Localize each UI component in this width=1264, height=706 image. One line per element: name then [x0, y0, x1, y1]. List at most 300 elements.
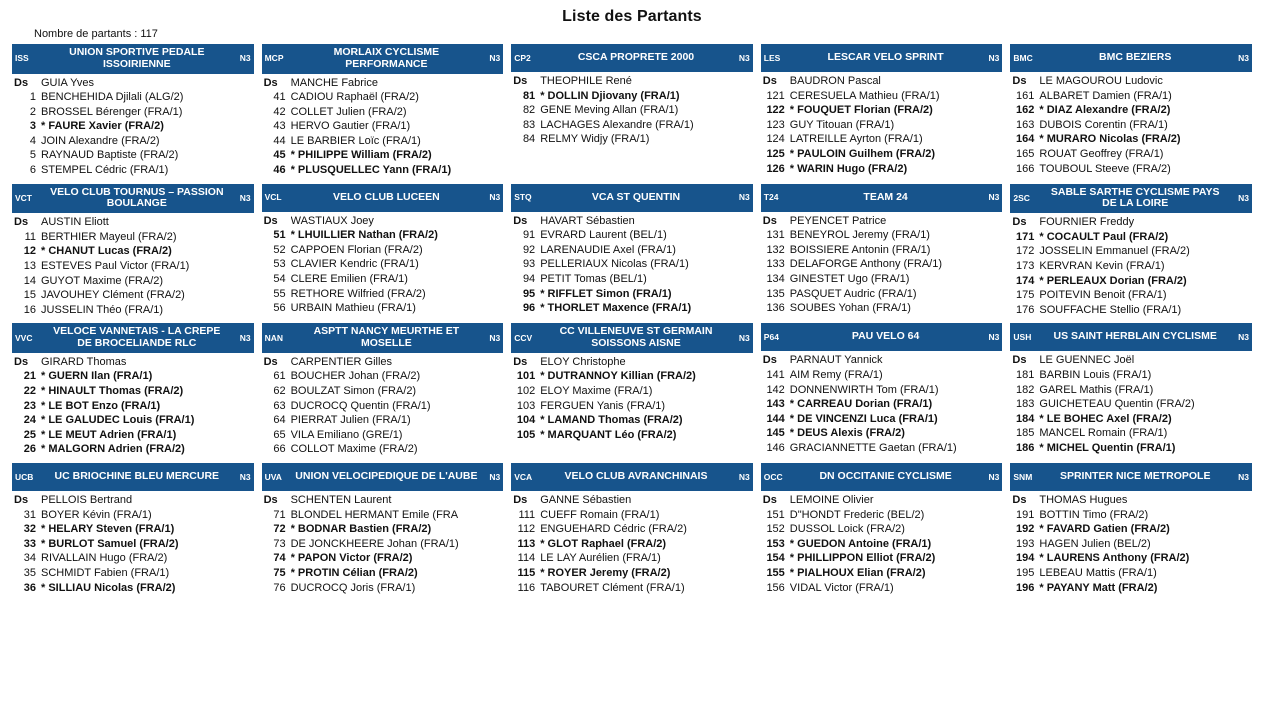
- team-header: [1010, 323, 1252, 351]
- rider-number: 35: [23, 566, 36, 579]
- rider-name: RETHORE Wilfried (FRA/2): [290, 287, 426, 300]
- rider-name: SOUFFACHE Stellio (FRA/1): [1039, 303, 1182, 316]
- team-code: CCV: [514, 332, 533, 343]
- rider-row: [761, 228, 1003, 243]
- rider-row: [761, 118, 1003, 133]
- rider-name: GENE Meving Allan (FRA/1): [540, 104, 679, 117]
- rider-name: * LE BOHEC Axel (FRA/2): [1039, 412, 1172, 425]
- team-block: [511, 44, 753, 178]
- rider-number: 92: [522, 243, 536, 256]
- rider-number: 52: [273, 243, 286, 256]
- rider-number: 76: [273, 581, 286, 594]
- ds-name: LEMOINE Olivier: [789, 493, 874, 506]
- rider-list: [761, 72, 1003, 176]
- rider-number: 164: [1016, 133, 1035, 146]
- rider-name: ALBARET Damien (FRA/1): [1039, 89, 1172, 102]
- rider-row: [511, 243, 753, 258]
- rider-list: [1010, 213, 1252, 317]
- ds-name: MANCHE Fabrice: [290, 76, 378, 89]
- team-category: N3: [239, 332, 251, 343]
- rider-name: ELOY Maxime (FRA/1): [540, 385, 653, 397]
- rider-row: [1010, 508, 1252, 523]
- rider-name: KERVRAN Kevin (FRA/1): [1039, 259, 1165, 272]
- rider-number: 34: [23, 552, 36, 565]
- rider-name: * PERLEAUX Dorian (FRA/2): [1039, 274, 1187, 287]
- team-block: [1010, 184, 1252, 318]
- team-code: T24: [763, 192, 779, 203]
- rider-list: [12, 213, 254, 317]
- rider-number: 144: [766, 412, 785, 425]
- rider-name: * PLUSQUELLEC Yann (FRA/1): [290, 164, 452, 177]
- rider-number: 41: [273, 91, 286, 104]
- rider-name: BOYER Kévin (FRA/1): [41, 508, 152, 521]
- rider-number: 33: [23, 537, 36, 550]
- team-header: [262, 184, 504, 212]
- ds-label: Ds: [1012, 354, 1027, 367]
- team-name: DN OCCITANIE CYCLISME: [819, 470, 952, 483]
- team-category: N3: [988, 471, 1000, 482]
- team-name: UNION VELOCIPEDIQUE DE L'AUBE: [295, 470, 478, 483]
- rider-name: D"HONDT Frederic (BEL/2): [789, 508, 925, 521]
- rider-number: 5: [29, 149, 36, 162]
- team-header: [511, 44, 753, 72]
- team-header: [262, 463, 504, 491]
- rider-name: CAPPOEN Florian (FRA/2): [290, 243, 423, 256]
- rider-name: * DEUS Alexis (FRA/2): [789, 427, 905, 440]
- rider-number: 182: [1016, 383, 1035, 396]
- rider-number: 132: [766, 243, 785, 256]
- rider-number: 61: [273, 370, 286, 383]
- rider-name: GINESTET Ugo (FRA/1): [789, 273, 910, 286]
- rider-row: [1010, 132, 1252, 147]
- rider-number: 91: [522, 229, 536, 242]
- rider-number: 51: [273, 229, 286, 242]
- team-code: USH: [1013, 331, 1032, 342]
- rider-number: 196: [1016, 581, 1035, 594]
- rider-row: [12, 105, 254, 120]
- rider-name: LATREILLE Ayrton (FRA/1): [789, 133, 923, 146]
- rider-list: [511, 72, 753, 147]
- rider-row: [262, 301, 504, 316]
- rider-number: 122: [766, 104, 785, 117]
- rider-row: [262, 566, 504, 581]
- rider-name: URBAIN Mathieu (FRA/1): [290, 302, 416, 315]
- rider-name: BARBIN Louis (FRA/1): [1039, 368, 1152, 381]
- rider-number: 23: [23, 399, 36, 412]
- rider-row: [761, 89, 1003, 104]
- rider-row: [12, 369, 254, 384]
- rider-list: [262, 353, 504, 457]
- rider-name: DUSSOL Loick (FRA/2): [789, 523, 905, 536]
- page-title: Liste des Partants: [562, 8, 702, 25]
- rider-number: 4: [29, 134, 36, 147]
- team-category: N3: [489, 192, 501, 203]
- rider-row: [511, 413, 753, 428]
- ds-name: BAUDRON Pascal: [789, 75, 881, 87]
- ds-label: Ds: [513, 493, 528, 506]
- team-category: N3: [738, 471, 750, 482]
- rider-name: * CHANUT Lucas (FRA/2): [41, 245, 172, 258]
- rider-row: [12, 384, 254, 399]
- rider-row: [1010, 551, 1252, 566]
- rider-row: [761, 272, 1003, 287]
- rider-number: 93: [522, 258, 536, 271]
- rider-number: 45: [273, 149, 286, 162]
- rider-row: [12, 399, 254, 414]
- rider-number: 174: [1016, 274, 1035, 287]
- rider-row: [12, 551, 254, 566]
- ds-label: Ds: [513, 355, 528, 368]
- rider-row: [761, 132, 1003, 147]
- rider-name: * PHILIPPE William (FRA/2): [290, 149, 432, 162]
- rider-number: 46: [273, 164, 286, 177]
- rider-name: * THORLET Maxence (FRA/1): [540, 302, 692, 315]
- rider-name: * RIFFLET Simon (FRA/1): [540, 287, 672, 300]
- rider-number: 112: [517, 523, 536, 536]
- rider-row: [262, 522, 504, 537]
- rider-name: * GLOT Raphael (FRA/2): [540, 537, 667, 550]
- rider-number: 134: [766, 273, 785, 286]
- rider-number: 74: [273, 552, 286, 565]
- ds-name: FOURNIER Freddy: [1039, 216, 1135, 229]
- team-header: [511, 184, 753, 212]
- rider-number: 25: [23, 428, 36, 441]
- team-code: UCB: [15, 471, 34, 482]
- rider-name: BLONDEL HERMANT Emile (FRA: [290, 508, 459, 521]
- directeur-sportif-row: [1010, 493, 1252, 508]
- rider-name: EVRARD Laurent (BEL/1): [540, 229, 667, 242]
- rider-name: * BODNAR Bastien (FRA/2): [290, 523, 432, 536]
- rider-row: [511, 228, 753, 243]
- rider-name: DUBOIS Corentin (FRA/1): [1039, 118, 1168, 131]
- rider-name: CUEFF Romain (FRA/1): [540, 508, 660, 521]
- rider-name: * PAYANY Matt (FRA/2): [1039, 581, 1158, 594]
- rider-name: RAYNAUD Baptiste (FRA/2): [41, 149, 179, 162]
- rider-name: * HINAULT Thomas (FRA/2): [41, 385, 184, 397]
- rider-row: [761, 426, 1003, 441]
- rider-number: 16: [23, 303, 36, 316]
- rider-row: [761, 566, 1003, 581]
- rider-name: * ROYER Jeremy (FRA/2): [540, 566, 671, 579]
- rider-row: [761, 537, 1003, 552]
- team-block: [511, 463, 753, 595]
- rider-list: [262, 212, 504, 316]
- rider-name: STEMPEL Cédric (FRA/1): [41, 164, 169, 177]
- rider-name: GRACIANNETTE Gaetan (FRA/1): [789, 441, 957, 454]
- rider-row: [1010, 397, 1252, 412]
- rider-list: [12, 74, 254, 178]
- rider-number: 151: [766, 508, 785, 521]
- team-name: LESCAR VELO SPRINT: [827, 51, 944, 64]
- rider-number: 145: [766, 427, 785, 440]
- team-header: [12, 44, 254, 74]
- rider-number: 2: [29, 105, 36, 118]
- team-header: [262, 44, 504, 74]
- team-block: [12, 323, 254, 457]
- rider-name: FERGUEN Yanis (FRA/1): [540, 399, 666, 412]
- team-header: [1010, 44, 1252, 72]
- rider-row: [262, 551, 504, 566]
- rider-number: 184: [1016, 412, 1035, 425]
- rider-name: * DOLLIN Djiovany (FRA/1): [540, 89, 680, 102]
- ds-label: Ds: [263, 355, 278, 368]
- rider-row: [511, 369, 753, 384]
- rider-name: * LE MEUT Adrien (FRA/1): [41, 428, 177, 441]
- team-header: [511, 323, 753, 353]
- rider-name: * PROTIN Célian (FRA/2): [290, 566, 418, 579]
- rider-name: TABOURET Clément (FRA/1): [540, 581, 685, 594]
- rider-row: [761, 551, 1003, 566]
- rider-number: 172: [1016, 245, 1035, 258]
- rider-name: JOSSELIN Emmanuel (FRA/2): [1039, 245, 1190, 258]
- rider-row: [12, 442, 254, 457]
- rider-name: CERESUELA Mathieu (FRA/1): [789, 89, 940, 102]
- ds-label: Ds: [513, 214, 528, 227]
- rider-row: [1010, 118, 1252, 133]
- ds-label: Ds: [263, 493, 278, 506]
- team-name: MORLAIX CYCLISME PERFORMANCE: [333, 46, 440, 70]
- team-block: [1010, 323, 1252, 457]
- rider-number: 24: [23, 414, 36, 427]
- rider-row: [511, 399, 753, 414]
- rider-name: * GUERN Ilan (FRA/1): [41, 370, 153, 383]
- rider-name: LE BARBIER Loïc (FRA/1): [290, 134, 421, 147]
- rider-row: [1010, 441, 1252, 456]
- teams-grid: [12, 44, 1252, 595]
- team-header: [761, 184, 1003, 212]
- rider-row: [12, 119, 254, 134]
- rider-name: JAVOUHEY Clément (FRA/2): [41, 289, 185, 302]
- rider-row: [761, 162, 1003, 177]
- rider-number: 191: [1016, 508, 1035, 521]
- rider-number: 114: [517, 552, 536, 565]
- rider-row: [262, 508, 504, 523]
- rider-row: [1010, 89, 1252, 104]
- rider-number: 75: [273, 566, 286, 579]
- rider-name: * FAURE Xavier (FRA/2): [41, 120, 164, 133]
- rider-number: 82: [522, 104, 536, 117]
- team-block: [1010, 44, 1252, 178]
- team-header: [761, 44, 1003, 72]
- rider-row: [1010, 259, 1252, 274]
- team-block: [761, 44, 1003, 178]
- rider-number: 66: [273, 443, 286, 456]
- team-header: [761, 463, 1003, 491]
- rider-name: * HELARY Steven (FRA/1): [41, 523, 175, 536]
- rider-name: * DIAZ Alexandre (FRA/2): [1039, 104, 1171, 117]
- team-category: N3: [1238, 52, 1249, 63]
- ds-label: Ds: [14, 216, 29, 229]
- ds-label: Ds: [1012, 493, 1027, 506]
- rider-row: [12, 581, 254, 596]
- ds-label: Ds: [14, 76, 29, 89]
- rider-number: 1: [29, 91, 36, 104]
- directeur-sportif-row: [1010, 74, 1252, 89]
- rider-number: 31: [23, 508, 36, 521]
- rider-row: [262, 105, 504, 120]
- team-category: N3: [738, 332, 750, 343]
- rider-number: 133: [766, 258, 785, 271]
- rider-number: 115: [517, 566, 536, 579]
- directeur-sportif-row: [1010, 353, 1252, 368]
- directeur-sportif-row: [12, 215, 254, 230]
- team-name: SPRINTER NICE METROPOLE: [1059, 470, 1211, 483]
- rider-name: CLAVIER Kendric (FRA/1): [290, 258, 419, 271]
- rider-name: MANCEL Romain (FRA/1): [1039, 427, 1168, 440]
- rider-number: 185: [1016, 427, 1035, 440]
- directeur-sportif-row: [262, 214, 504, 229]
- rider-number: 142: [766, 383, 785, 396]
- rider-name: COLLET Julien (FRA/2): [290, 105, 407, 118]
- ds-name: CARPENTIER Gilles: [290, 355, 393, 368]
- directeur-sportif-row: [262, 76, 504, 91]
- rider-row: [1010, 147, 1252, 162]
- ds-name: GIRARD Thomas: [41, 355, 127, 368]
- rider-name: CADIOU Raphaël (FRA/2): [290, 91, 419, 104]
- rider-name: DUCROCQ Joris (FRA/1): [290, 581, 416, 594]
- ds-label: Ds: [513, 75, 528, 87]
- rider-row: [262, 90, 504, 105]
- ds-label: Ds: [263, 214, 278, 227]
- team-name: CC VILLENEUVE ST GERMAIN SOISSONS AISNE: [559, 325, 713, 350]
- rider-name: * LE BOT Enzo (FRA/1): [41, 399, 161, 412]
- rider-row: [12, 566, 254, 581]
- rider-number: 123: [766, 118, 785, 131]
- rider-list: [262, 74, 504, 178]
- ds-label: Ds: [14, 355, 29, 368]
- rider-row: [761, 103, 1003, 118]
- ds-name: SCHENTEN Laurent: [290, 493, 392, 506]
- rider-row: [761, 301, 1003, 316]
- rider-number: 26: [23, 443, 36, 456]
- ds-label: Ds: [1012, 216, 1027, 229]
- rider-row: [262, 369, 504, 384]
- team-block: [761, 323, 1003, 457]
- rider-row: [511, 508, 753, 523]
- rider-name: * WARIN Hugo (FRA/2): [789, 162, 908, 175]
- rider-number: 42: [273, 105, 286, 118]
- rider-name: * LAMAND Thomas (FRA/2): [540, 414, 683, 427]
- rider-row: [262, 243, 504, 258]
- rider-number: 13: [23, 259, 36, 272]
- rider-number: 21: [23, 370, 36, 383]
- rider-row: [12, 90, 254, 105]
- rider-number: 83: [522, 118, 536, 131]
- rider-number: 171: [1016, 230, 1035, 243]
- rider-row: [1010, 288, 1252, 303]
- rider-row: [1010, 230, 1252, 245]
- rider-number: 125: [766, 147, 785, 160]
- rider-number: 116: [517, 581, 536, 594]
- team-code: VCT: [15, 192, 32, 203]
- team-code: STQ: [514, 192, 532, 203]
- team-category: N3: [489, 53, 501, 64]
- rider-list: [761, 491, 1003, 595]
- rider-name: * SILLIAU Nicolas (FRA/2): [41, 581, 176, 594]
- team-block: [262, 184, 504, 318]
- ds-name: PARNAUT Yannick: [789, 354, 883, 367]
- rider-name: * FAVARD Gatien (FRA/2): [1039, 523, 1170, 536]
- rider-number: 163: [1016, 118, 1035, 131]
- rider-list: [511, 353, 753, 443]
- rider-row: [511, 384, 753, 399]
- rider-name: RIVALLAIN Hugo (FRA/2): [41, 552, 168, 565]
- rider-number: 166: [1016, 162, 1035, 175]
- team-name: UC BRIOCHINE BLEU MERCURE: [54, 470, 220, 483]
- rider-number: 152: [766, 523, 785, 536]
- rider-number: 153: [766, 537, 785, 550]
- rider-row: [511, 566, 753, 581]
- team-name: PAU VELO 64: [851, 330, 920, 343]
- ds-name: WASTIAUX Joey: [290, 214, 374, 227]
- rider-name: POITEVIN Benoit (FRA/1): [1039, 289, 1167, 302]
- rider-row: [262, 287, 504, 302]
- rider-name: * BURLOT Samuel (FRA/2): [41, 537, 179, 550]
- rider-number: 141: [766, 368, 785, 381]
- rider-row: [1010, 383, 1252, 398]
- rider-number: 103: [516, 399, 536, 412]
- rider-name: DUCROCQ Quentin (FRA/1): [290, 399, 431, 412]
- rider-row: [262, 228, 504, 243]
- rider-number: 12: [23, 245, 36, 258]
- team-block: [1010, 463, 1252, 595]
- rider-number: 53: [273, 258, 286, 271]
- rider-name: VIDAL Victor (FRA/1): [789, 581, 894, 594]
- rider-name: * LAURENS Anthony (FRA/2): [1039, 552, 1190, 565]
- rider-row: [1010, 522, 1252, 537]
- rider-number: 135: [766, 287, 785, 300]
- ds-label: Ds: [762, 75, 777, 87]
- rider-row: [1010, 581, 1252, 596]
- rider-name: * MURARO Nicolas (FRA/2): [1039, 133, 1181, 146]
- team-category: N3: [988, 52, 1000, 63]
- rider-row: [761, 383, 1003, 398]
- team-name: VELO CLUB LUCEEN: [333, 190, 440, 203]
- rider-row: [262, 257, 504, 272]
- rider-number: 63: [273, 399, 286, 412]
- team-category: N3: [239, 53, 251, 64]
- rider-row: [511, 103, 753, 118]
- rider-number: 44: [273, 134, 286, 147]
- rider-row: [12, 244, 254, 259]
- team-code: VCL: [264, 192, 282, 203]
- ds-label: Ds: [762, 354, 777, 367]
- team-header: [761, 323, 1003, 351]
- rider-number: 126: [766, 162, 785, 175]
- team-code: LES: [763, 52, 781, 63]
- rider-name: DONNENWIRTH Tom (FRA/1): [789, 383, 939, 396]
- rider-row: [262, 413, 504, 428]
- rider-name: DELAFORGE Anthony (FRA/1): [789, 258, 943, 271]
- rider-name: JOIN Alexandre (FRA/2): [41, 134, 160, 147]
- rider-row: [262, 428, 504, 443]
- rider-row: [12, 428, 254, 443]
- rider-row: [262, 537, 504, 552]
- rider-row: [511, 522, 753, 537]
- rider-row: [1010, 162, 1252, 177]
- team-category: N3: [239, 471, 251, 482]
- ds-name: THOMAS Hugues: [1039, 493, 1128, 506]
- team-code: 2SC: [1013, 192, 1030, 203]
- rider-name: ENGUEHARD Cédric (FRA/2): [540, 523, 687, 536]
- rider-row: [262, 134, 504, 149]
- rider-row: [761, 522, 1003, 537]
- rider-number: 22: [23, 385, 36, 397]
- rider-name: COLLOT Maxime (FRA/2): [290, 443, 418, 456]
- ds-name: AUSTIN Eliott: [41, 216, 109, 229]
- team-category: N3: [489, 471, 501, 482]
- rider-row: [511, 287, 753, 302]
